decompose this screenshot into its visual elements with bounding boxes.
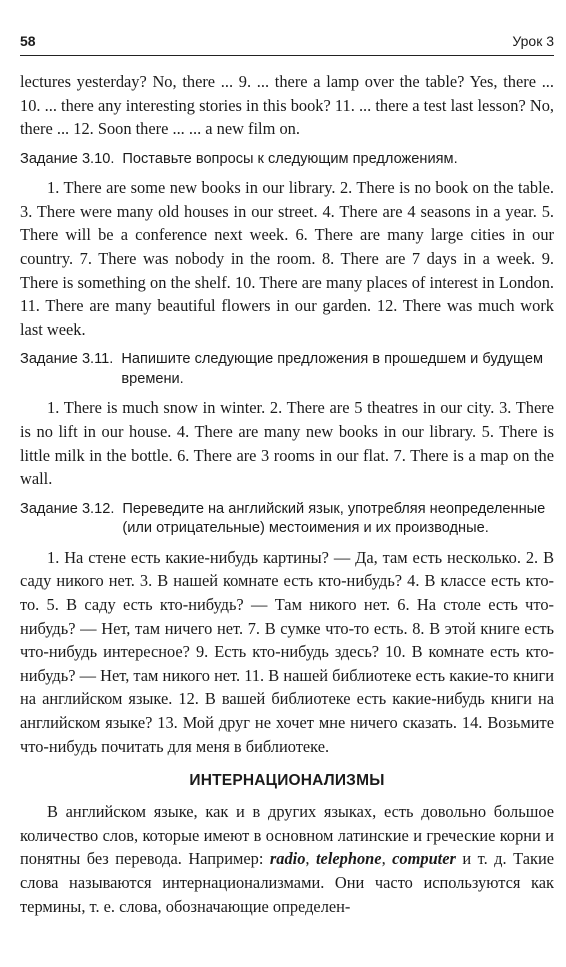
task-3-11-label: Задание 3.11. [20,351,114,368]
task-3-11-heading [20,350,554,389]
page-body [20,70,554,918]
task-3-11-text: 1. There is much snow in winter. 2. There are 5 theatres in our city. 3. There is no lift in our house. 4. There are many new books in our library. 5. There is little milk in the bottle. 6. There are 3 rooms in our flat. 7. There is a map on the wall. [20,398,554,489]
running-head: Урок 3 [512,33,554,49]
task-3-10-instruction: Поставьте вопросы к следующим предложениям. [122,150,458,167]
task-3-11-instruction: Напишите следующие предложения в прошедшем и будущем времени. [121,351,544,387]
example-radio: radio [269,849,306,869]
task-3-12-label: Задание 3.12. [20,500,115,517]
page-number: 58 [20,33,36,49]
page-header [20,33,554,56]
task-3-10-text: 1. There are some new books in our library. 2. There is no book on the table. 3. There were many old houses in our street. 4. There are 4 seasons in a year. 5. There will be a conference next week. 6. There are many large cities in our country. 7. There was nobody in the room. 8. There are 7 days in a week. 9. There is something on the shelf. 10. There are many places of interest in London. 11. There are many beautiful flowers in our garden. 12. There was much work last week. [20,178,554,339]
section-heading: ИНТЕРНАЦИОНАЛИЗМЫ [189,772,385,790]
section-text-part2: и т. д. Такие слова называются интернационализмами. Они часто используются как термины, т. е. слова, обозначающие определен- [20,849,554,916]
task-3-12-text: 1. На стене есть какие-нибудь картины? — Да, там есть несколько. 2. В саду никого нет. 3. В нашей комнате есть кто-нибудь? 4. В классе есть кто-то. 5. В саду есть кто-нибудь? — Там никого нет. 6. На столе есть что-нибудь? — Нет, там ничего нет. 7. В сумке что-то есть. 8. В этой книге есть что-нибудь интересное? 9. Есть кто-нибудь здесь? 10. В комнате есть кто-нибудь? — Нет, там никого нет. 11. В нашей библиотеке есть какие-то книги на английском языке. 12. В вашей библиотеке есть какие-нибудь книги на английском языке? 13. Мой друг не хочет мне ничего сказать. 14. Возьмите что-нибудь почитать для меня в библиотеке. [20,547,554,756]
task-3-12-instruction: Переведите на английский язык, употребляя неопределенные (или отрицательные) местоимения и их производные. [122,500,546,537]
task-3-10-heading [20,150,554,170]
section-paragraph: В английском языке, как и в других языках, есть довольно большое количество слов, которые имеют в основном латинские и греческие корни и понятны без перевода. Например: radio, telephone, computer и т. д. Такие слова называются интернационализмами. Они часто используются как термины, т. е. слова, обозначающие определен- [20,802,554,916]
continuation-paragraph: lectures yesterday? No, there ... 9. ... there a lamp over the table? Yes, there ... 10. ... there any interesting stories in this book? 11. ... there a test last lesson? No, there ... 12. Soon there ... ... a new film on. [20,72,554,139]
example-computer: computer [392,849,456,869]
task-3-10-label: Задание 3.10. [20,150,115,167]
example-telephone: telephone [316,849,382,869]
section-text-part1: В английском языке, как и в других языках, есть довольно большое количество слов, которые имеют в основном латинские и греческие корни и понятны без перевода. Например: [20,802,554,869]
task-3-12-heading [20,500,554,539]
